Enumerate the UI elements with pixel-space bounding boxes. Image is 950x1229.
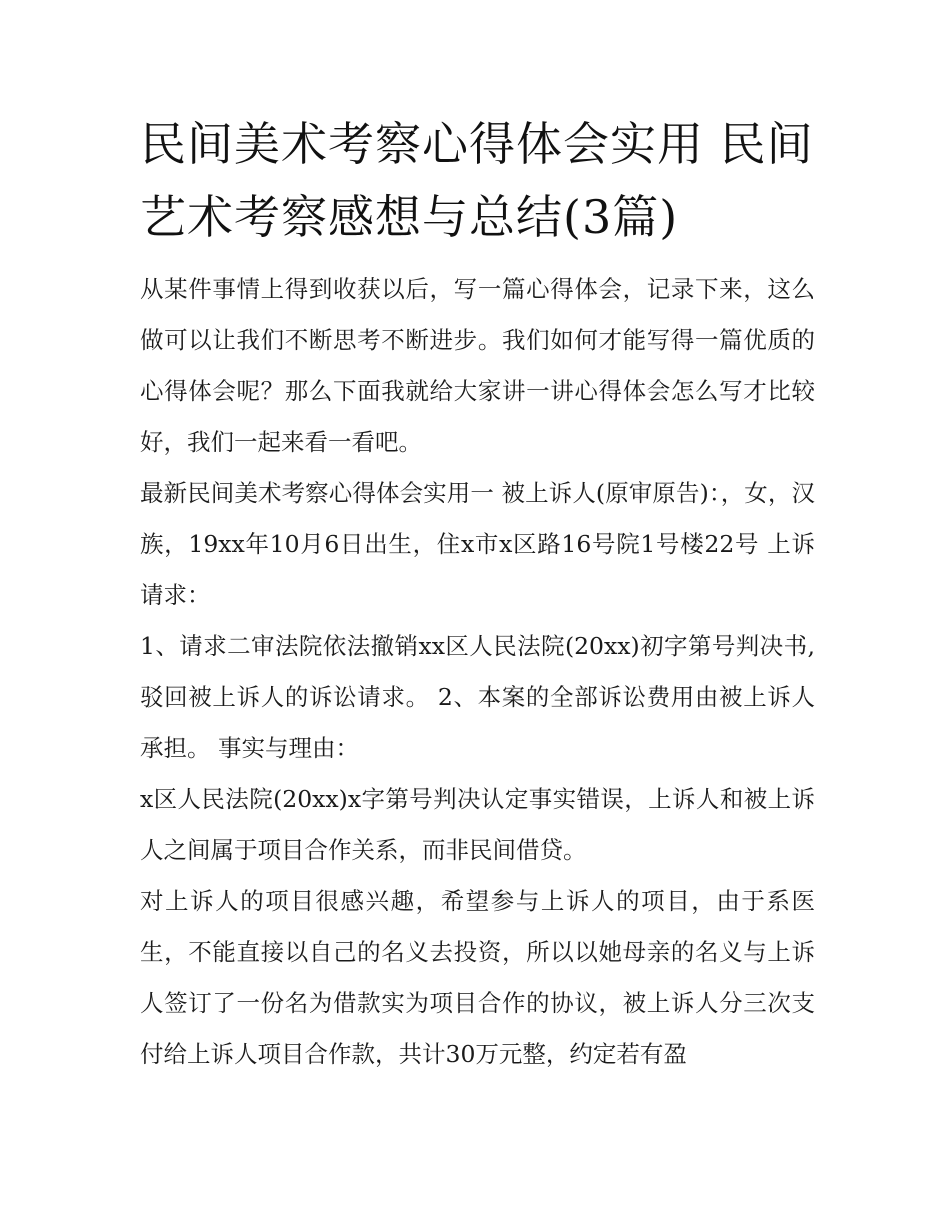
paragraph-appellee-info: 最新民间美术考察心得体会实用一 被上诉人(原审原告)：，女，汉族，19xx年10月6日出生，住x市x区路16号院1号楼22号 上诉请求： [140,479,815,609]
document-body [140,108,815,1080]
document-title: 民间美术考察心得体会实用 民间艺术考察感想与总结(3篇) [140,117,814,244]
paragraph-intro: 从某件事情上得到收获以后，写一篇心得体会，记录下来，这么做可以让我们不断思考不断进步。我们如何才能写得一篇优质的心得体会呢？那么下面我就给大家讲一讲心得体会怎么写才比较好，我们一起来看一看吧。 [140,275,815,456]
paragraph-appeal-requests: 1、请求二审法院依法撤销xx区人民法院(20xx)初字第号判决书,驳回被上诉人的诉讼请求。 2、本案的全部诉讼费用由被上诉人承担。 事实与理由： [140,632,815,762]
paragraph-facts: x区人民法院(20xx)x字第号判决认定事实错误，上诉人和被上诉人之间属于项目合作关系，而非民间借贷。 [140,785,815,864]
paragraph-project-cooperation: 对上诉人的项目很感兴趣，希望参与上诉人的项目，由于系医生，不能直接以自己的名义去投资，所以以她母亲的名义与上诉人签订了一份名为借款实为项目合作的协议，被上诉人分三次支付给上诉人项目合作款，共计30万元整，约定若有盈 [140,887,815,1068]
